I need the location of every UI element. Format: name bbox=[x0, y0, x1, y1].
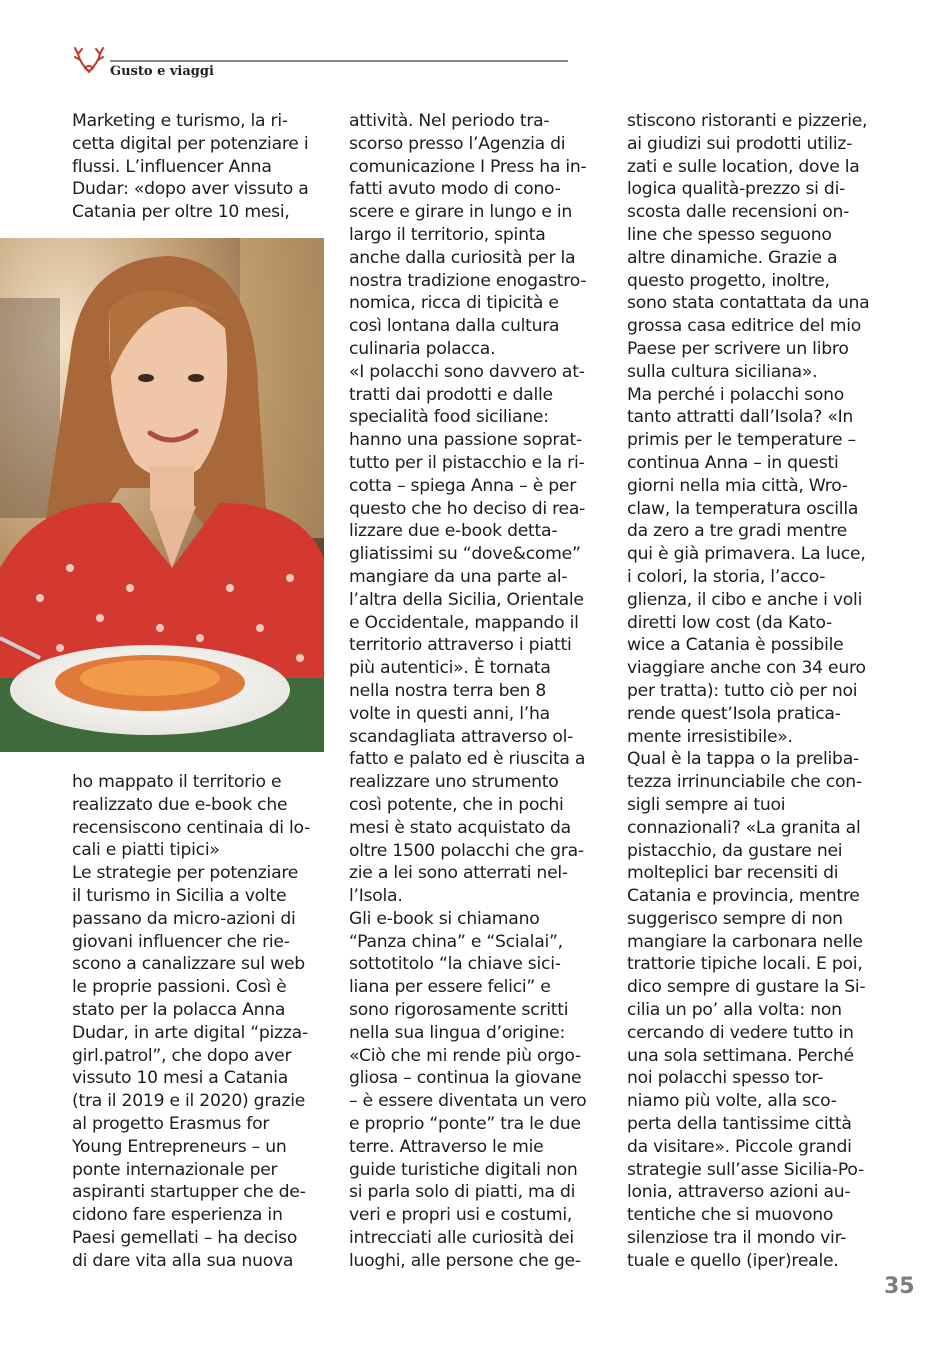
photo-illustration bbox=[0, 238, 324, 752]
header-rule bbox=[110, 60, 568, 62]
article-column-1-bottom: ho mappato il territorio e realizzato due e-book che recensiscono centinaia di lo- cali e piatti tipici» Le strategie per potenziare il turismo in Sicilia a volte passano da micro-azioni di giovani influencer che rie- scono a canalizzare sul web le proprie passioni. Così è stato per la polacca Anna Dudar, in arte digital “pizza- girl.patrol”, che dopo aver vissuto 10 mesi a Catania (tra il 2019 e il 2020) grazie al progetto Erasmus for Young Entrepreneurs – un ponte internazionale per aspiranti startupper che de- cidono fare esperienza in Paesi gemellati – ha deciso di dare vita alla sua nuova bbox=[72, 772, 311, 1271]
woman-with-pasta-photo bbox=[0, 238, 324, 752]
article-column-3: stiscono ristoranti e pizzerie, ai giudizi sui prodotti utiliz- zati e sulle location, dove la logica qualità-prezzo si di- scosta dalle recensioni on- line che spesso seguono altre dinamiche. Grazie a questo progetto, inoltre, sono stata contattata da una grossa casa editrice del mio Paese per scrivere un libro sulla cultura siciliana». Ma perché i polacchi sono tanto attratti dall’Isola? «In primis per le temperature – continua Anna – in questi giorni nella mia città, Wro- claw, la temperatura oscilla da zero a tre gradi mentre qui è già primavera. La luce, i colori, la storia, l’acco- glienza, il cibo e anche i voli diretti low cost (da Kato- wice a Catania è possibile viaggiare anche con 34 euro per tratta): tutto ciò per noi rende quest’Isola pratica- mente irresistibile». Qual è la tappa o la preliba- tezza irrinunciabile che con- sigli sempre ai tuoi connazionali? «La granita al pistacchio, da gustare nei molteplici bar recensiti di Catania e provincia, mentre suggerisco sempre di non mangiare la carbonara nelle trattorie tipiche locali. E poi, dico sempre di gustare la Si- cilia un po’ alla volta: non cercando di vedere tutto in una sola settimana. Perché noi polacchi spesso tor- niamo più volte, alla sco- perta della tantissime città da visitare». Piccole grandi strategie sull’asse Sicilia-Po- lonia, attraverso azioni au- tentiche che si muovono silenziose tra il mondo vir- tuale e quello (iper)reale. bbox=[627, 111, 870, 1271]
antlers-icon bbox=[72, 42, 106, 76]
article-column-2: attività. Nel periodo tra- scorso presso l’Agenzia di comunicazione I Press ha in- fatti avuto modo di cono- scere e girare in lungo e in largo il territorio, spinta anche dalla curiosità per la nostra tradizione enogastro- nomica, ricca di tipicità e così lontana dalla cultura culinaria polacca. «I polacchi sono davvero at- tratti dai prodotti e dalle specialità food siciliane: hanno una passione soprat- tutto per il pistacchio e la ri- cotta – spiega Anna – è per questo che ho deciso di rea- lizzare due e-book detta- gliatissimi su “dove&come” mangiare da una parte al- l’altra della Sicilia, Orientale e Occidentale, mappando il territorio attraverso i piatti più autentici». È tornata nella nostra terra ben 8 volte in questi anni, l’ha scandagliata attraverso ol- fatto e palato ed è riuscita a realizzare uno strumento così potente, che in pochi mesi è stato acquistato da oltre 1500 polacchi che gra- zie a lei sono atterrati nel- l’Isola. Gli e-book si chiamano “Panza china” e “Scialai”, sottotitolo “la chiave sici- liana per essere felici” e sono rigorosamente scritti nella sua lingua d’origine: «Ciò che mi rende più orgo- gliosa – continua la giovane – è essere diventata un vero e proprio “ponte” tra le due terre. Attraverso le mie guide turistiche digitali non si parla solo di piatti, ma di veri e propri usi e costumi, intrecciati alle curiosità dei luoghi, alle persone che ge- bbox=[349, 111, 587, 1271]
page-number: 35 bbox=[884, 1274, 915, 1299]
article-column-1-top: Marketing e turismo, la ri- cetta digital per potenziare i flussi. L’influencer Anna Dudar: «dopo aver vissuto a Catania per oltre 10 mesi, bbox=[72, 111, 309, 223]
section-label: Gusto e viaggi bbox=[110, 64, 214, 79]
page-header bbox=[72, 42, 542, 82]
